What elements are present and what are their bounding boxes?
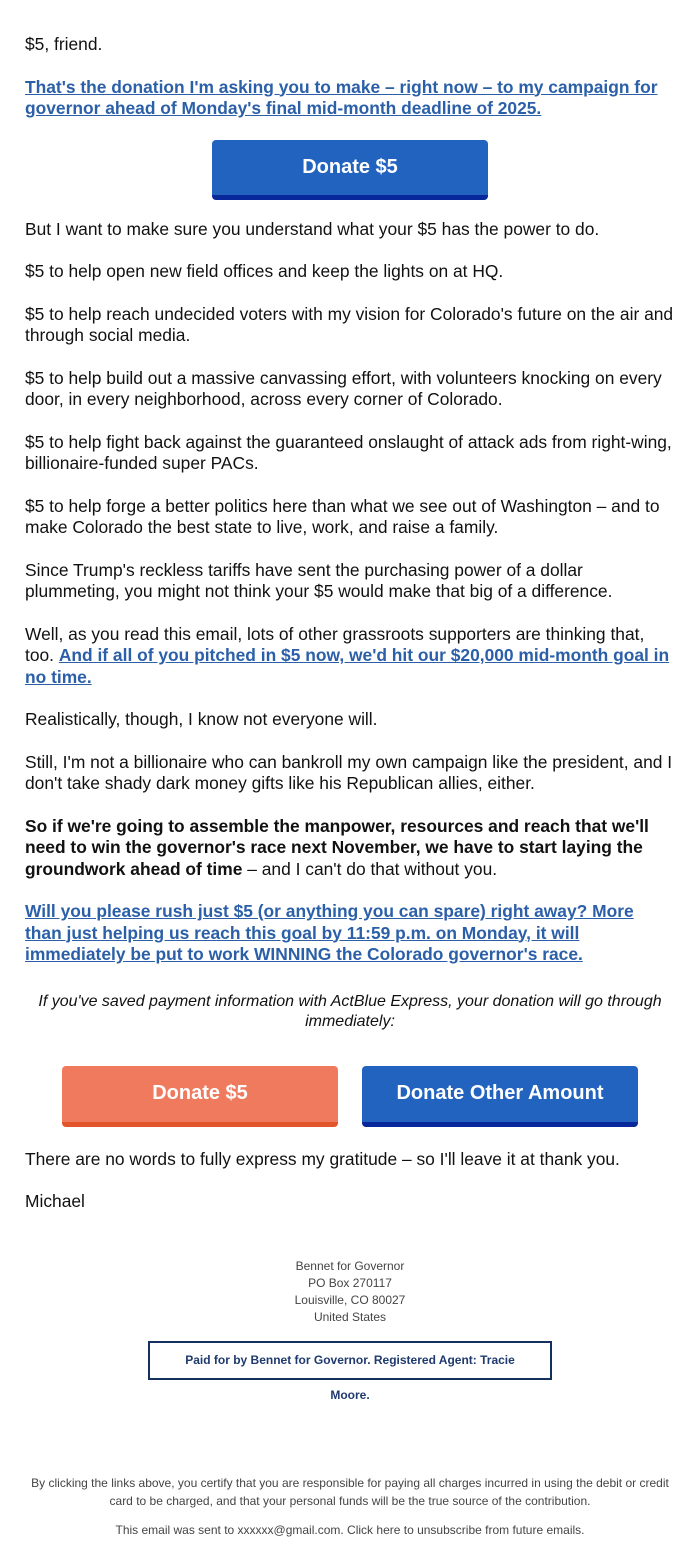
signature: Michael: [25, 1191, 85, 1211]
rush-donation-link[interactable]: Will you please rush just $5 (or anything you can spare) right away? More than just helping us reach this goal by 11:59 p.m. on Monday, it will immediately be put to work WINNING the Colorado governor's race.: [25, 901, 634, 964]
grassroots-text: Well, as you read this email, lots of other grassroots supporters are thinking that, too.: [25, 623, 645, 665]
address-org: Bennet for Governor: [295, 1258, 405, 1273]
mailing-address: [25, 1258, 675, 1326]
paragraph-attack-ads: $5 to help fight back against the guaranteed onslaught of attack ads from right-wing, billionaire-funded super PACs.: [25, 431, 672, 473]
paragraph-rush: [25, 901, 675, 966]
actblue-express-note: If you've saved payment information with ActBlue Express, your donation will go through immediately:: [38, 992, 662, 1030]
donate-5-button-top[interactable]: Donate $5: [212, 140, 488, 200]
express-button-row: [25, 1066, 675, 1127]
greeting: $5, friend.: [25, 34, 103, 54]
paragraph-grassroots: [25, 624, 675, 689]
paid-for-disclaimer: Paid for by Bennet for Governor. Registered Agent: Tracie Moore.: [148, 1341, 552, 1380]
top-button-row: [25, 141, 675, 200]
legal-certification-text: By clicking the links above, you certify that you are responsible for paying all charges incurred in using the debit or credit card to be charged, and that your personal funds will be the true source of the contribution.: [31, 1475, 669, 1508]
paragraph-manpower: [25, 816, 675, 881]
paragraph-gratitude: There are no words to fully express my gratitude – so I'll leave it at thank you.: [25, 1148, 620, 1169]
intro-paragraph: [25, 77, 675, 120]
manpower-rest-text: – and I can't do that without you.: [242, 858, 498, 879]
donate-other-amount-button[interactable]: Donate Other Amount: [362, 1066, 638, 1127]
paragraph-better-politics: $5 to help forge a better politics here than what we see out of Washington – and to make Colorado the best state to live, work, and raise a family.: [25, 495, 660, 537]
manpower-bold-text: So if we're going to assemble the manpower, resources and reach that we'll need to win the governor's race next November, we have to start laying the groundwork ahead of time: [25, 815, 649, 879]
email-footer: [25, 1258, 675, 1539]
address-po-box: PO Box 270117: [308, 1275, 392, 1290]
paragraph-tariffs: Since Trump's reckless tariffs have sent the purchasing power of a dollar plummeting, you might not think your $5 would make that big of a difference.: [25, 559, 613, 601]
unsubscribe-link[interactable]: This email was sent to xxxxxx@gmail.com. Click here to unsubscribe from future emails.: [115, 1522, 585, 1537]
goal-donation-link[interactable]: And if all of you pitched in $5 now, we'd hit our $20,000 mid-month goal in no time.: [25, 645, 670, 687]
paragraph-billionaire: Still, I'm not a billionaire who can bankroll my own campaign like the president, and I don't take shady dark money gifts like his Republican allies, either.: [25, 751, 673, 793]
legal-section: [25, 1474, 675, 1539]
donate-5-express-button[interactable]: Donate $5: [62, 1066, 338, 1127]
paragraph-power: But I want to make sure you understand what your $5 has the power to do.: [25, 218, 600, 239]
address-country: United States: [313, 1309, 387, 1324]
address-city: Louisville, CO 80027: [294, 1292, 406, 1307]
paragraph-realistic: Realistically, though, I know not everyone will.: [25, 709, 378, 729]
paragraph-canvassing: $5 to help build out a massive canvassing effort, with volunteers knocking on every door, in every neighborhood, across every corner of Colorado.: [25, 367, 662, 409]
paragraph-field-offices: $5 to help open new field offices and keep the lights on at HQ.: [25, 261, 504, 281]
intro-donation-link[interactable]: That's the donation I'm asking you to make – right now – to my campaign for governor ahead of Monday's final mid-month deadline of 2025.: [25, 76, 658, 118]
paragraph-undecided-voters: $5 to help reach undecided voters with my vision for Colorado's future on the air and through social media.: [25, 303, 674, 345]
unsubscribe-text[interactable]: [30, 1521, 670, 1539]
